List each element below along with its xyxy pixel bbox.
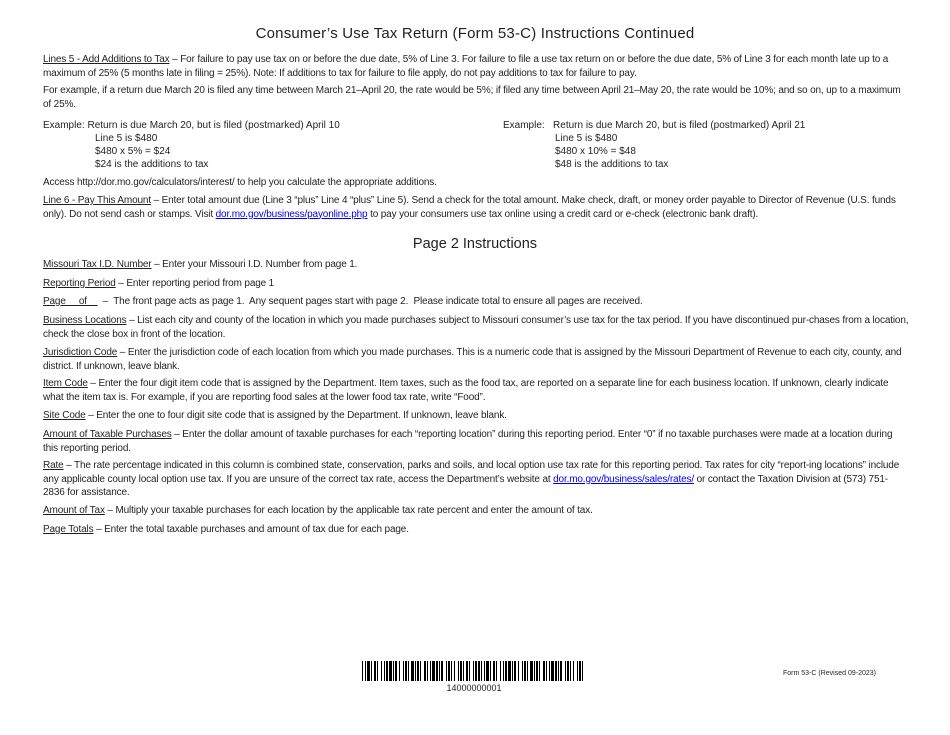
line5-example-paragraph: For example, if a return due March 20 is filed any time between March 21–April 20, the rate would be 5%; if filed any time between April 21–May 20, the rate would be 10%; and so on, up to a maximum of 25%. <box>43 85 901 110</box>
page-title: Consumer’s Use Tax Return (Form 53-C) Instructions Continued <box>255 25 695 42</box>
item-term: Page Totals <box>43 524 94 535</box>
example-line: $48 is the additions to tax <box>555 159 669 170</box>
rate-term: Rate <box>43 460 64 471</box>
instruction-item <box>43 277 909 291</box>
instruction-item <box>43 428 909 455</box>
item-text: – Enter the four digit item code that is assigned by the Department. Item taxes, such as the food tax, are reported on a separate line for each business location. If unknown, clearly indicate what the item tax is. For example, if you are reporting food sales at the lower food tax rate, write “Food”. <box>43 378 889 403</box>
line5-text: – For failure to pay use tax on or before the due date, 5% of Line 3. For failure to file a use tax return on or before the due date, 5% of Line 3 for each month late up to a maximum of 25% (5 months late in filing = 25%). Note: If additions to tax for failure to file apply, do not pay additions to tax for failure to pay. <box>43 54 889 79</box>
line5-term: Lines 5 - Add Additions to Tax <box>43 54 170 65</box>
example-label: Example: <box>43 120 85 131</box>
item-term: Reporting Period <box>43 278 116 289</box>
item-term: Site Code <box>43 410 86 421</box>
rates-link[interactable]: dor.mo.gov/business/sales/rates/ <box>553 473 694 485</box>
rate-text-end: or contact the Taxation Division at (573) 751-2836 for assistance. <box>43 473 888 498</box>
example-line: $480 x 5% = $24 <box>95 146 171 157</box>
item-term: Jurisdiction Code <box>43 347 118 358</box>
instruction-item <box>43 504 909 518</box>
instruction-item <box>43 346 909 373</box>
instruction-item <box>43 377 909 404</box>
line6-text: – Enter total amount due (Line 3 “plus” Line 4 “plus” Line 5). Send a check for the total amount. Make check, draft, or money order payable to Director of Revenue (U.S. funds only). Do not send cash or stamps. Visit <box>43 195 896 220</box>
barcode <box>362 661 586 681</box>
instruction-item <box>43 409 909 423</box>
item-term: Business Locations <box>43 315 127 326</box>
example-label: Example: <box>503 120 545 131</box>
example-right <box>503 119 805 171</box>
instruction-item <box>43 258 909 272</box>
item-text: – List each city and county of the location in which you made purchases subject to Missouri consumer’s use tax for the tax period. If you have discontinued pur-chases from a location, check the close box in front of the location. <box>43 315 909 340</box>
example-head: Return is due March 20, but is filed (postmarked) April 21 <box>553 120 806 131</box>
line6-paragraph <box>43 194 909 221</box>
example-line: Line 5 is $480 <box>555 133 618 144</box>
page2-heading: Page 2 Instructions <box>412 236 538 252</box>
example-head: Return is due March 20, but is filed (postmarked) April 10 <box>87 120 340 131</box>
example-left <box>43 119 340 171</box>
item-term: Amount of Tax <box>43 505 105 516</box>
item-text: – Multiply your taxable purchases for each location by the applicable tax rate percent and enter the amount of tax. <box>104 505 593 516</box>
example-line: $24 is the additions to tax <box>95 159 209 170</box>
item-text: – Enter the total taxable purchases and amount of tax due for each page. <box>93 524 409 535</box>
instruction-item <box>43 295 909 309</box>
form-number: Form 53-C (Revised 09-2023) <box>783 670 876 677</box>
instruction-item <box>43 314 909 341</box>
item-text: – Enter the dollar amount of taxable purchases for each “reporting location” during this reporting period. Enter “0” if no taxable purchases were made at a location during this reporting period. <box>43 429 893 454</box>
rate-paragraph <box>43 459 909 500</box>
instruction-item <box>43 523 909 537</box>
line5-paragraph <box>43 53 909 80</box>
item-text: – The front page acts as page 1. Any sequent pages start with page 2. Please indicate total to ensure all pages are received. <box>97 296 643 307</box>
item-term: Item Code <box>43 378 88 389</box>
item-text: – Enter reporting period from page 1 <box>115 278 275 289</box>
example-line: $480 x 10% = $48 <box>555 146 636 157</box>
item-text: – Enter the jurisdiction code of each location from which you made purchases. This is a numeric code that is assigned by the Missouri Department of Revenue to each city, county, and district. If unknown, leave blank. <box>43 347 902 372</box>
item-term: Page of <box>43 296 98 307</box>
example-line: Line 5 is $480 <box>95 133 158 144</box>
access-paragraph: Access http://dor.mo.gov/calculators/interest/ to help you calculate the appropriate additions. <box>43 177 437 188</box>
barcode-number: 14000000001 <box>446 683 502 693</box>
barcode-bar <box>583 661 585 681</box>
rate-text: – The rate percentage indicated in this column is combined state, conservation, parks and soils, and local option use tax rate for this reporting period. Tax rates for city “report-ing locations” include any applicable county local option use tax. If you are unsure of the correct tax rate, access the Department’s website at <box>43 460 900 485</box>
payonline-link[interactable]: dor.mo.gov/business/payonline.php <box>215 208 368 220</box>
line6-term: Line 6 - Pay This Amount <box>43 195 151 206</box>
item-term: Missouri Tax I.D. Number <box>43 259 152 270</box>
item-text: – Enter your Missouri I.D. Number from page 1. <box>151 259 358 270</box>
item-text: – Enter the one to four digit site code that is assigned by the Department. If unknown, leave blank. <box>85 410 507 421</box>
line6-text-end: to pay your consumers use tax online using a credit card or e-check (electronic bank draft). <box>367 208 759 220</box>
item-term: Amount of Taxable Purchases <box>43 429 172 440</box>
